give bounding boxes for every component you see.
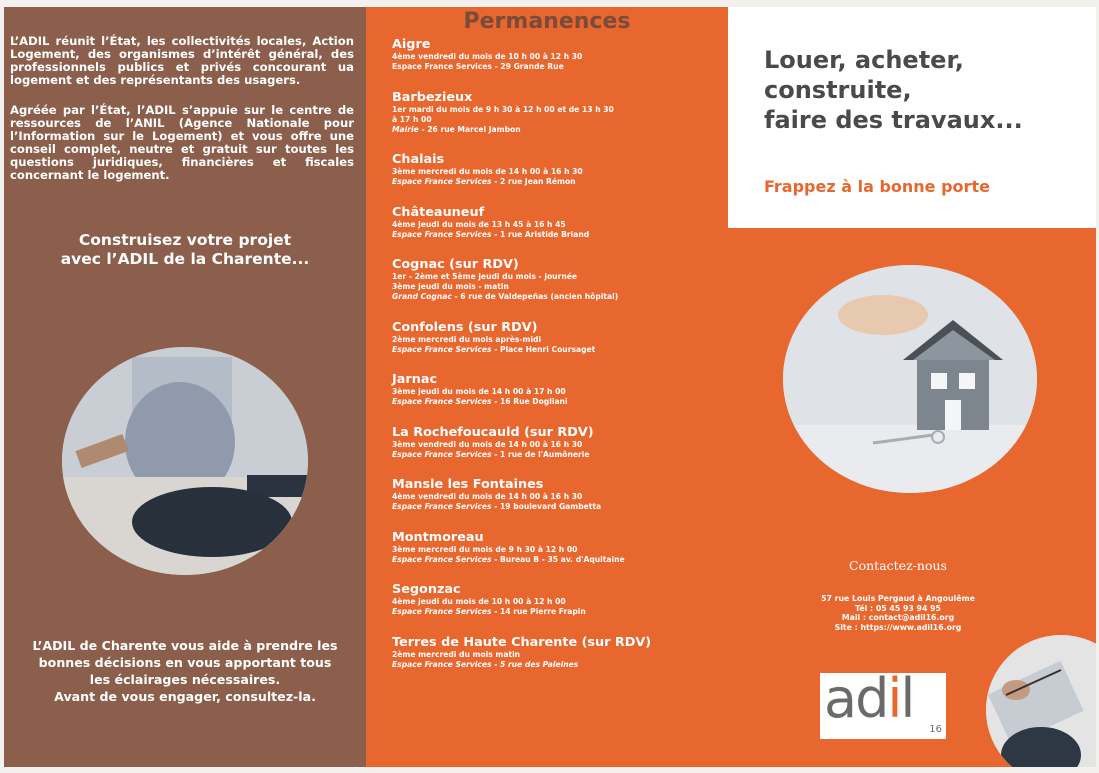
permanence-item	[392, 152, 722, 187]
intro-text	[10, 35, 354, 199]
permanence-venue-type: Espace France Services	[392, 502, 492, 511]
intro-paragraph-2: Agréée par l’État, l’ADIL s’appuie sur le centre de ressources de l’ANIL (Agence Nationale pour l’Information sur le Logement) et vous offre une conseil complet, neutre et gratuit sur toutes les questions juridiques, financières et fiscales concernant le logement.	[10, 103, 354, 182]
permanence-schedule: 2ème mercredi du mois après-midi	[392, 334, 542, 344]
permanence-schedule: 4ème jeudi du mois de 13 h 45 à 16 h 45	[392, 219, 566, 229]
permanence-venue-address: - 19 boulevard Gambetta	[491, 502, 602, 511]
permanence-venue	[392, 397, 722, 407]
meeting-illustration-icon	[62, 347, 308, 575]
permanences-title: Permanences	[463, 9, 631, 34]
permanence-venue	[392, 177, 722, 187]
adil-logo	[820, 667, 946, 739]
cover-headline	[764, 45, 1094, 135]
permanence-venue	[392, 555, 722, 565]
permanence-item	[392, 372, 722, 407]
permanence-schedule: 2ème mercredi du mois matin	[392, 649, 521, 659]
contact-phone: Tél : 05 45 93 94 95	[855, 603, 941, 613]
contact-email: Mail : contact@adil16.org	[841, 613, 955, 622]
logo-letter-l: l	[900, 667, 914, 730]
middle-panel	[366, 7, 728, 767]
permanence-venue-type: Espace France Services	[392, 177, 492, 186]
permanence-venue	[392, 450, 722, 460]
permanence-venue	[392, 607, 722, 617]
permanence-venue-type: Espace France Services	[392, 607, 492, 616]
project-heading-line-1: Construisez votre projet	[78, 231, 292, 249]
permanence-schedule: 1er - 2ème et 5ème jeudi du mois - journée	[392, 272, 578, 281]
closing-line-1: L’ADIL de Charente vous aide à prendre les	[32, 638, 338, 653]
permanence-town: Jarnac	[392, 372, 438, 387]
logo-letter-i: i	[887, 667, 901, 730]
permanence-venue	[392, 125, 722, 135]
permanence-venue-type: Espace France Services	[392, 397, 492, 406]
permanence-venue-type: Espace France Services - 5 rue des Paleines	[392, 659, 579, 669]
permanence-venue	[392, 345, 722, 355]
closing-line-2: bonnes décisions en vous apportant tous	[38, 655, 332, 670]
permanence-venue-address: - 2 rue Jean Rémon	[491, 177, 576, 186]
project-heading-line-2: avec l’ADIL de la Charente...	[60, 250, 310, 268]
headline-line-3: faire des travaux...	[764, 106, 1023, 134]
permanence-venue-address: - 16 Rue Dogliani	[491, 397, 568, 406]
permanence-schedule: 3ème jeudi du mois - matin	[392, 282, 509, 291]
permanence-town: Confolens (sur RDV)	[392, 319, 538, 335]
permanence-town: Terres de Haute Charente (sur RDV)	[392, 634, 652, 650]
permanence-item	[392, 205, 722, 240]
permanence-venue-address: - 1 rue Aristide Briand	[491, 229, 590, 239]
permanence-venue-type: Espace France Services	[392, 554, 492, 564]
permanence-venue-type: Grand Cognac	[392, 292, 452, 301]
left-panel	[4, 7, 366, 767]
house-photo	[783, 265, 1037, 493]
permanence-schedule: 3ème mercredi du mois de 14 h 00 à 16 h 30	[392, 167, 583, 176]
permanence-venue-address: Espace France Services - 29 Grande Rue	[392, 62, 564, 71]
logo-number: 16	[929, 724, 942, 735]
permanence-town: Montmoreau	[392, 529, 484, 545]
permanence-town: Mansle les Fontaines	[392, 477, 544, 492]
permanence-item	[392, 635, 722, 670]
closing-text	[4, 637, 366, 705]
permanence-town: La Rochefoucauld (sur RDV)	[392, 424, 594, 440]
signing-photo	[986, 635, 1096, 767]
permanence-venue-address: - 6 rue de Valdepeñas (ancien hôpital)	[451, 292, 619, 301]
permanences-list	[392, 37, 722, 687]
permanence-venue-address: - Place Henri Coursaget	[491, 344, 596, 354]
logo-letters-ad: ad	[824, 667, 888, 730]
permanence-venue	[392, 660, 722, 670]
permanence-venue	[392, 230, 722, 240]
permanence-schedule: 4ème jeudi du mois de 10 h 00 à 12 h 00	[392, 597, 566, 606]
permanence-venue	[392, 62, 722, 72]
permanence-venue	[392, 502, 722, 512]
permanence-schedule: 1er mardi du mois de 9 h 30 à 12 h 00 et de 13 h 30	[392, 104, 614, 114]
permanence-town: Châteauneuf	[392, 204, 485, 220]
permanence-item	[392, 425, 722, 460]
permanence-schedule: 3ème vendredi du mois de 14 h 00 à 16 h 30	[392, 439, 583, 449]
permanence-item	[392, 582, 722, 617]
permanence-town: Aigre	[392, 37, 431, 52]
closing-line-4: Avant de vous engager, consultez-la.	[54, 689, 316, 704]
permanence-town: Chalais	[392, 152, 445, 167]
permanence-item	[392, 477, 722, 512]
intro-paragraph-1: L’ADIL réunit l’État, les collectivités locales, Action Logement, des organismes d’intérêt général, des professionnels publics et privés concourant ua logement et des représentants des usagers.	[10, 34, 354, 87]
permanence-town: Barbezieux	[392, 89, 473, 105]
signing-document-icon	[986, 635, 1096, 767]
house-model-icon	[783, 265, 1037, 493]
right-panel	[728, 7, 1096, 767]
contact-details	[728, 594, 1068, 632]
contact-address: 57 rue Louis Pergaud à Angoulême	[821, 594, 975, 603]
permanence-venue	[392, 292, 722, 302]
permanence-item	[392, 90, 722, 135]
permanence-item	[392, 37, 722, 72]
permanence-schedule: à 17 h 00	[392, 114, 432, 124]
permanence-item	[392, 320, 722, 355]
permanence-item	[392, 257, 722, 302]
contact-heading: Contactez-nous	[849, 558, 947, 573]
headline-line-2: construite,	[764, 76, 912, 104]
permanence-venue-address: - 26 rue Marcel Jambon	[418, 124, 521, 134]
permanence-schedule: 4ème vendredi du mois de 14 h 00 à 16 h 30	[392, 492, 583, 501]
permanence-item	[392, 530, 722, 565]
permanence-schedule: 3ème jeudi du mois de 14 h 00 à 17 h 00	[392, 387, 566, 396]
headline-line-1: Louer, acheter,	[764, 46, 964, 74]
permanence-venue-address: - Bureau B - 35 av. d'Aquitaine	[491, 554, 625, 564]
permanence-venue-type: Espace France Services	[392, 229, 492, 239]
permanence-venue-type: Mairie	[392, 124, 419, 134]
permanence-venue-type: Espace France Services	[392, 449, 492, 459]
project-heading	[4, 231, 366, 269]
cover-tagline: Frappez à la bonne porte	[764, 177, 990, 196]
permanence-schedule: 3ème mercredi du mois de 9 h 30 à 12 h 00	[392, 544, 578, 554]
permanence-schedule: 4ème vendredi du mois de 10 h 00 à 12 h 30	[392, 52, 583, 61]
permanence-venue-address: - 14 rue Pierre Frapin	[491, 607, 586, 616]
permanence-town: Segonzac	[392, 582, 461, 597]
adil-logo-wordmark	[824, 667, 913, 730]
permanence-venue-address: - 1 rue de l'Aumônerie	[491, 449, 590, 459]
closing-line-3: les éclairages nécessaires.	[89, 672, 281, 687]
permanence-town: Cognac (sur RDV)	[392, 257, 519, 272]
meeting-photo	[62, 347, 308, 575]
contact-website: Site : https://www.adil16.org	[834, 622, 962, 632]
permanence-venue-type: Espace France Services	[392, 344, 492, 354]
